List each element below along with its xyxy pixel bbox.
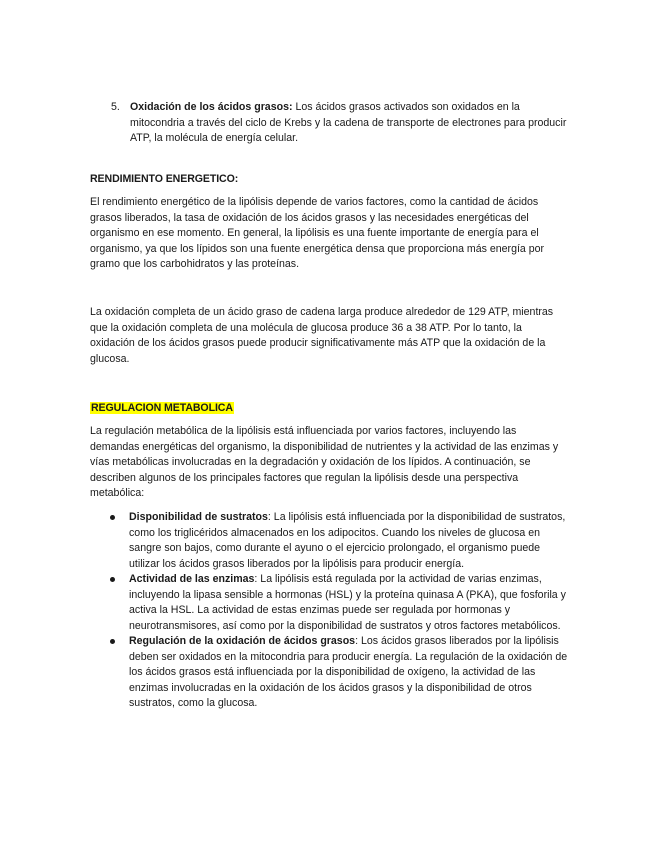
item-text <box>130 100 571 147</box>
regulacion-intro: La regulación metabólica de la lipólisis está influenciada por varios factores, incluyendo las demandas energéticas del organismo, la disponibilidad de nutrientes y la actividad de las enzimas y vías metabólicas involucradas en la degradación y oxidación de los lípidos. A continuación, se describen algunos de los principales factores que regulan la lipólisis desde una perspectiva metabólica: <box>90 425 559 499</box>
list-item <box>108 634 570 712</box>
bullet-title: Actividad de las enzimas <box>129 573 255 585</box>
bullet-title: Regulación de la oxidación de ácidos grasos <box>129 635 356 647</box>
bullet-list <box>108 510 570 712</box>
list-item <box>108 572 570 634</box>
highlighted-heading: REGULACION METABOLICA <box>91 402 233 414</box>
item-number: 5. <box>111 101 120 113</box>
bullet-text: : Los ácidos grasos liberados por la lipólisis deben ser oxidados en la mitocondria para producir energía. La regulación de la oxidación de los ácidos grasos está influenciada por la disponibilidad de oxígeno, la actividad de las enzimas involucradas en la oxidación de los ácidos grasos y la disponibilidad de otros sustratos, como la glucosa. <box>129 635 568 709</box>
bullet-text: : La lipólisis está influenciada por la disponibilidad de sustratos, como los triglicéridos almacenados en los adipocitos. Cuando los niveles de glucosa en sangre son bajos, como durante el ayuno o el ejercicio prolongado, el organismo puede utilizar los ácidos grasos liberados por la lipólisis para producir energía. <box>129 511 566 570</box>
item-body: Los ácidos grasos activados son oxidados en la mitocondria a través del ciclo de Krebs y la cadena de transporte de electrones para producir ATP, la molécula de energía celular. <box>130 101 567 144</box>
bullet-icon <box>110 515 115 520</box>
bullet-text: : La lipólisis está regulada por la actividad de varias enzimas, incluyendo la lipasa sensible a hormonas (HSL) y la proteína quinasa A (PKA), que fosforila y activa la HSL. La actividad de estas enzimas puede ser regulada por hormonas y neurotransmisores, así como por la disponibilidad de sustratos y otros factores metabólicos. <box>129 573 566 632</box>
bullet-title: Disponibilidad de sustratos <box>129 511 268 523</box>
rendimiento-paragraph-2: La oxidación completa de un ácido graso de cadena larga produce alrededor de 129 ATP, mientras que la oxidación completa de una molécula de glucosa produce 36 a 38 ATP. Por lo tanto, la oxidación de los ácidos grasos puede producir significativamente más ATP que la oxidación de la glucosa. <box>90 306 554 365</box>
section-heading-regulacion <box>90 401 234 417</box>
rendimiento-paragraph-1: El rendimiento energético de la lipólisis depende de varios factores, como la cantidad de ácidos grasos liberados, la tasa de oxidación de los ácidos grasos y las necesidades energéticas del organismo en ese momento. En general, la lipólisis es una fuente importante de energía para el organismo, ya que los lípidos son una fuente energética densa que proporciona más energía por gramo que los carbohidratos y las proteínas. <box>90 196 545 270</box>
numbered-item-5 <box>111 100 571 147</box>
bullet-icon <box>110 577 115 582</box>
bullet-icon <box>110 639 115 644</box>
list-item <box>108 510 570 572</box>
section-heading-rendimiento: RENDIMIENTO ENERGETICO: <box>90 173 239 185</box>
item-title: Oxidación de los ácidos grasos: <box>130 101 293 113</box>
